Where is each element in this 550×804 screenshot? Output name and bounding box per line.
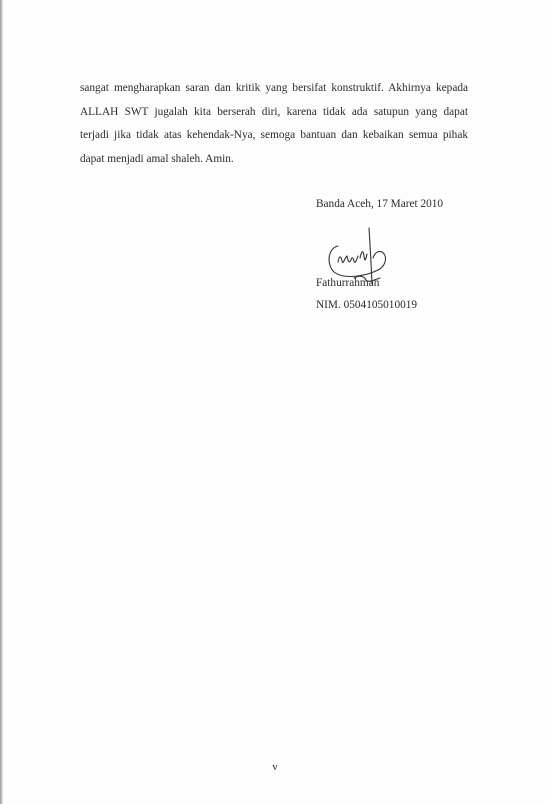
paragraph-line: sangat mengharapkan saran dan kritik yang bersifat konstruktif. Akhirnya kepada xyxy=(80,82,468,94)
body-paragraph xyxy=(80,77,468,171)
paragraph-line: dapat menjadi amal shaleh. Amin. xyxy=(80,152,234,165)
page-number: v xyxy=(272,761,278,773)
scan-edge-shadow xyxy=(0,0,3,804)
signer-name: Fathurrahman xyxy=(316,277,380,289)
paragraph-line: terjadi jika tidak atas kehendak-Nya, semoga bantuan dan kebaikan semua pihak xyxy=(80,129,468,141)
place-and-date: Banda Aceh, 17 Maret 2010 xyxy=(316,198,444,210)
paragraph-line: ALLAH SWT jugalah kita berserah diri, karena tidak ada satupun yang dapat xyxy=(80,105,468,118)
signer-nim: NIM. 0504105010019 xyxy=(316,299,418,311)
